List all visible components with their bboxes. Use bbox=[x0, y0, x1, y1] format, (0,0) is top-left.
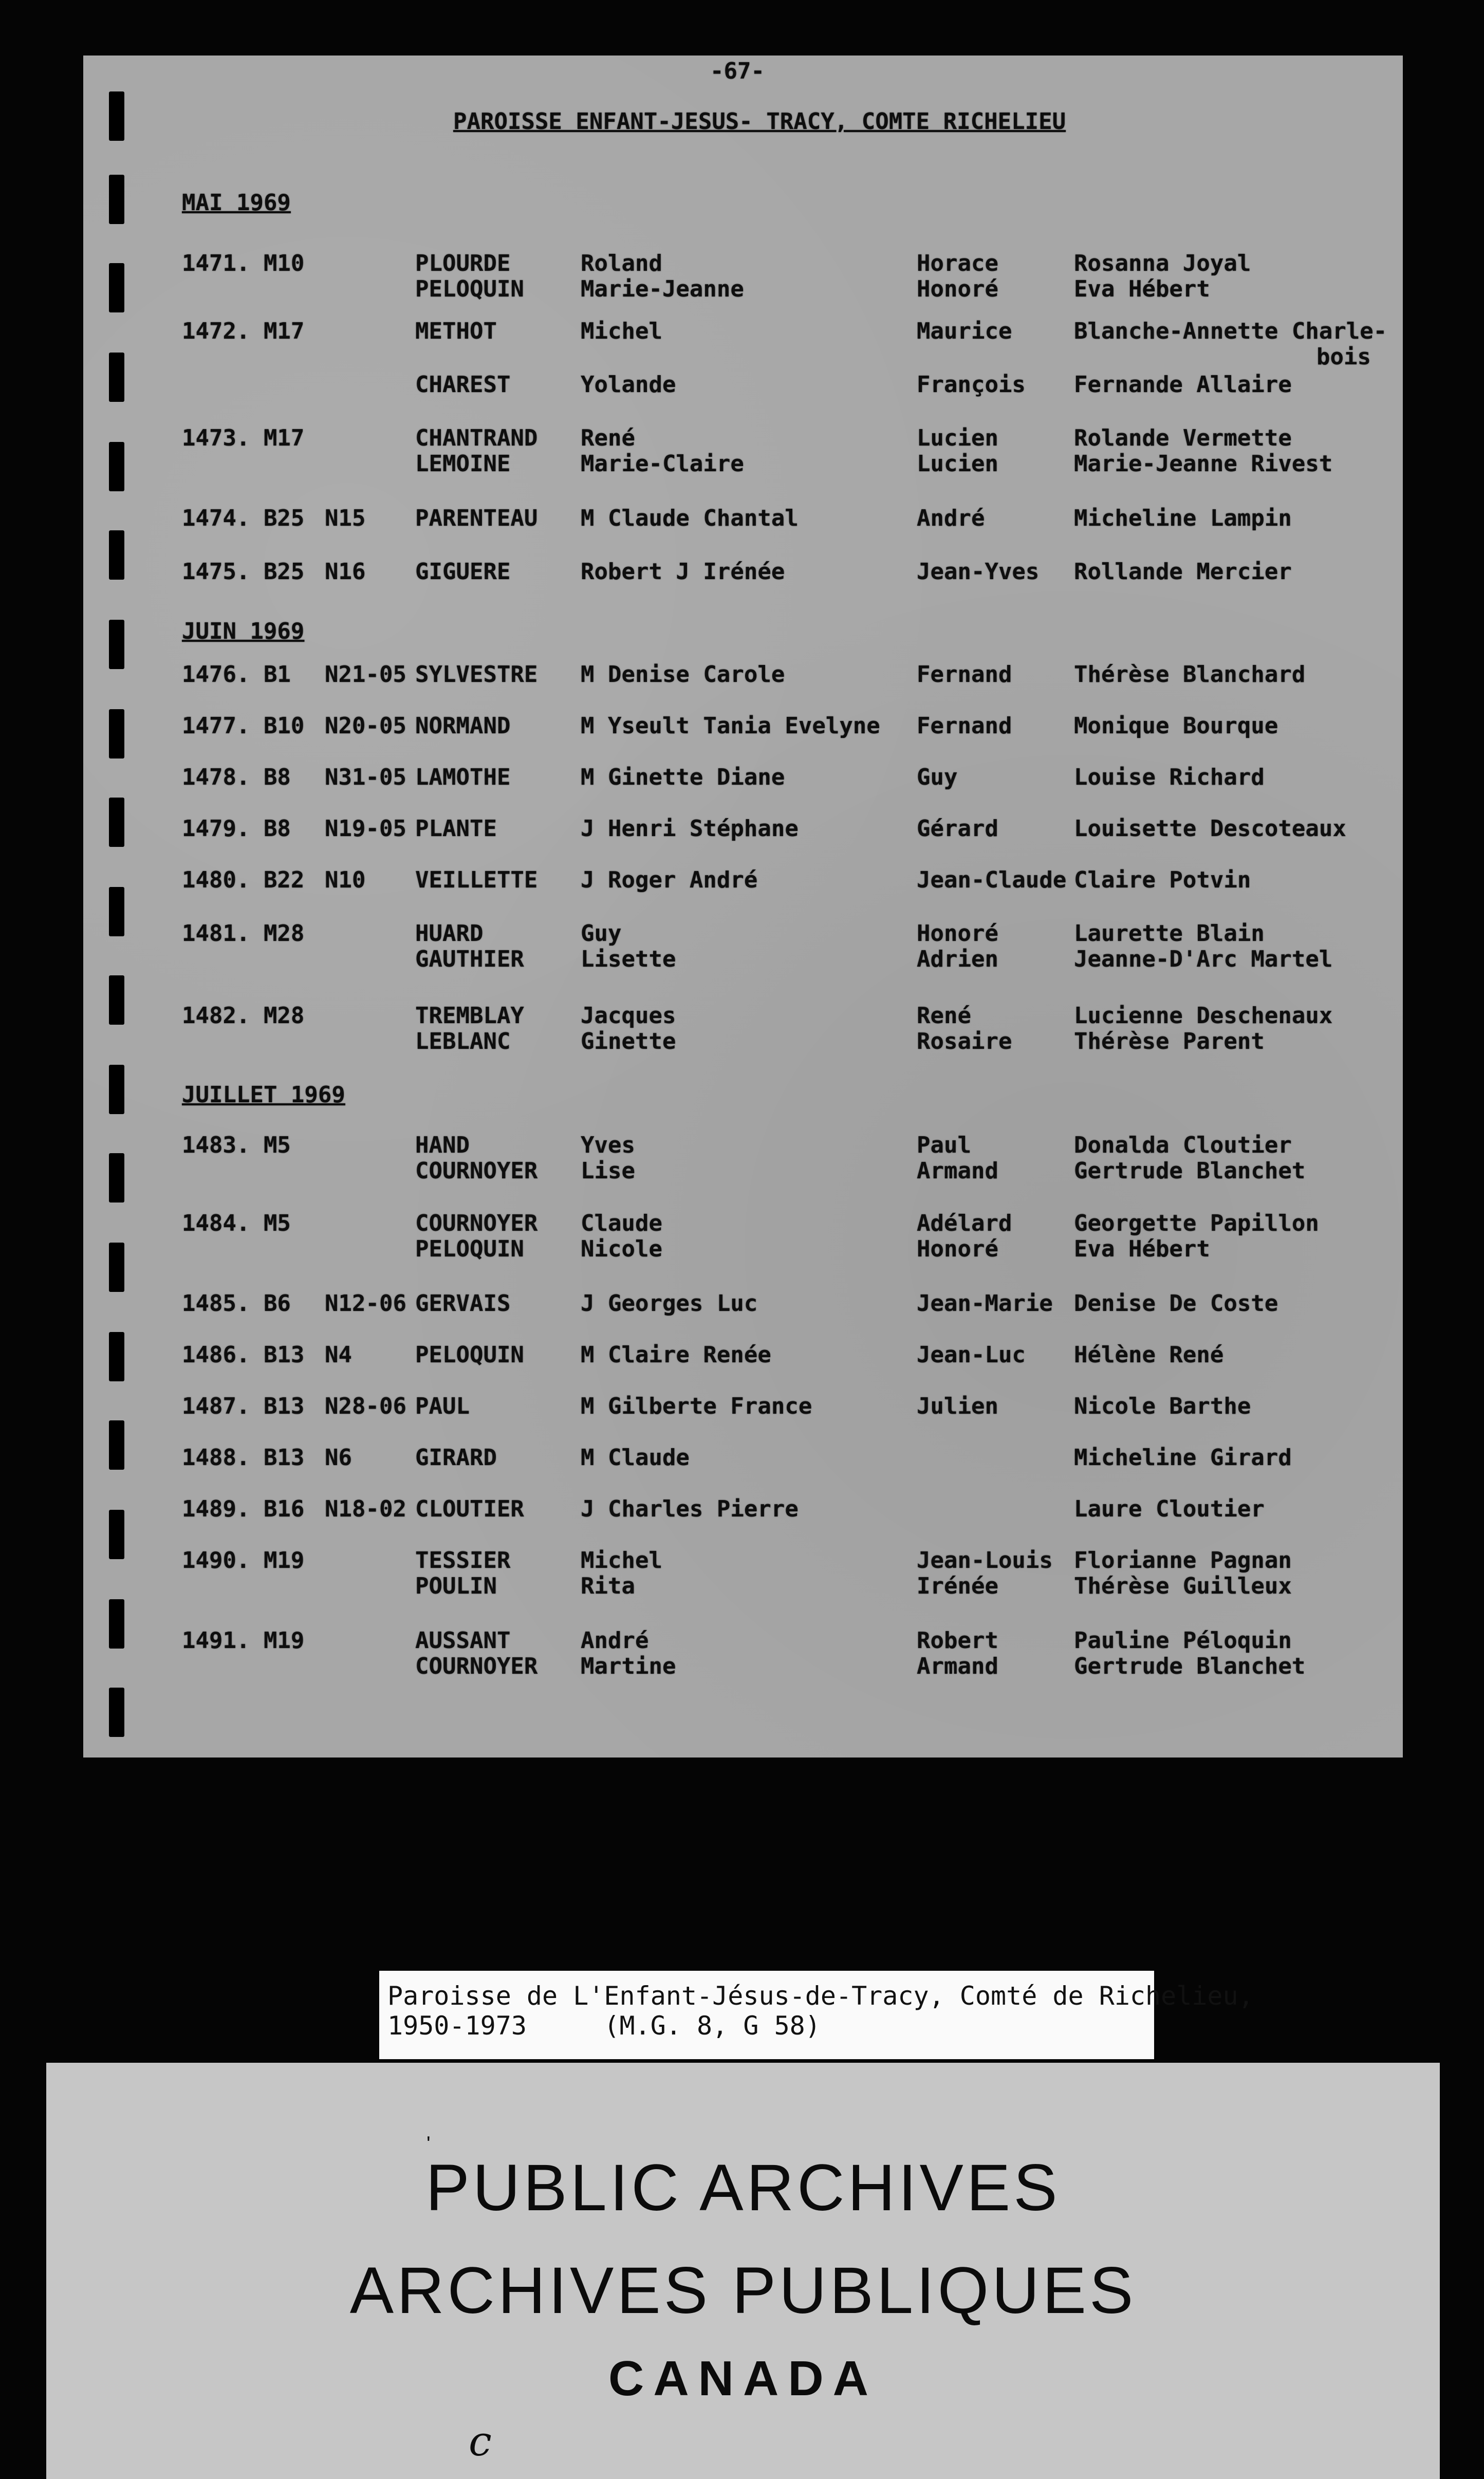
entry-mother: Thérèse Parent bbox=[1074, 1028, 1265, 1054]
entry-given-names: Rita bbox=[581, 1573, 635, 1599]
entry-mother: Florianne Pagnan bbox=[1074, 1547, 1292, 1574]
entry-given-names: Claude bbox=[581, 1210, 662, 1236]
entry-mother: Rosanna Joyal bbox=[1074, 250, 1251, 276]
punch-hole bbox=[109, 1153, 124, 1202]
entry-birth-note: N4 bbox=[325, 1342, 352, 1368]
entry-mother: Thérèse Guilleux bbox=[1074, 1573, 1292, 1599]
entry-birth-note: N16 bbox=[325, 559, 366, 585]
entry-number: 1489. B16 bbox=[182, 1496, 305, 1522]
caption-line-1: Paroisse de L'Enfant-Jésus-de-Tracy, Comté de Richelieu, bbox=[387, 1981, 1254, 2011]
entry-number: 1482. M28 bbox=[182, 1003, 305, 1029]
entry-given-names: M Ginette Diane bbox=[581, 764, 785, 790]
entry-surname: PELOQUIN bbox=[415, 1342, 524, 1368]
entry-given-names: Robert J Irénée bbox=[581, 559, 785, 585]
entry-number: 1476. B1 bbox=[182, 661, 291, 688]
punch-hole bbox=[109, 1243, 124, 1292]
entry-number: 1488. B13 bbox=[182, 1445, 305, 1471]
entry-father: Maurice bbox=[917, 318, 1012, 344]
caption-label bbox=[379, 1971, 1254, 2059]
punch-hole bbox=[109, 620, 124, 669]
punch-hole bbox=[109, 442, 124, 491]
entry-birth-note: N28-06 bbox=[325, 1393, 406, 1419]
entry-given-names: J Roger André bbox=[581, 867, 758, 893]
entry-mother: Gertrude Blanchet bbox=[1074, 1158, 1306, 1184]
entry-given-names: Martine bbox=[581, 1653, 676, 1679]
entry-father: Rosaire bbox=[917, 1028, 1012, 1054]
punch-hole bbox=[109, 798, 124, 847]
entry-surname: PAUL bbox=[415, 1393, 470, 1419]
entry-mother: Thérèse Blanchard bbox=[1074, 661, 1306, 688]
entry-surname: HUARD bbox=[415, 920, 484, 947]
entry-given-names: Marie-Claire bbox=[581, 451, 744, 477]
entry-surname: COURNOYER bbox=[415, 1158, 538, 1184]
entry-father: Robert bbox=[917, 1627, 998, 1654]
entry-number: 1474. B25 bbox=[182, 505, 305, 531]
entry-surname: HAND bbox=[415, 1132, 470, 1158]
entry-surname: COURNOYER bbox=[415, 1210, 538, 1236]
punch-hole bbox=[109, 1510, 124, 1559]
entry-father: Armand bbox=[917, 1653, 998, 1679]
entry-surname: TREMBLAY bbox=[415, 1003, 524, 1029]
entry-number: 1478. B8 bbox=[182, 764, 291, 790]
entry-father: Fernand bbox=[917, 661, 1012, 688]
entry-father: André bbox=[917, 505, 985, 531]
punch-hole bbox=[109, 709, 124, 758]
archives-title-english: PUBLIC ARCHIVES bbox=[425, 2151, 1061, 2225]
archives-card bbox=[46, 2063, 1440, 2479]
entry-father: Jean-Louis bbox=[917, 1547, 1053, 1574]
month-heading: MAI 1969 bbox=[182, 190, 291, 216]
entry-father: Julien bbox=[917, 1393, 998, 1419]
punch-hole bbox=[109, 530, 124, 580]
entry-birth-note: N31-05 bbox=[325, 764, 406, 790]
page-number: -67- bbox=[710, 58, 765, 84]
entry-given-names: M Denise Carole bbox=[581, 661, 785, 688]
entry-number: 1486. B13 bbox=[182, 1342, 305, 1368]
entry-mother: Denise De Coste bbox=[1074, 1290, 1278, 1317]
entry-mother: Micheline Lampin bbox=[1074, 505, 1292, 531]
entry-surname: COURNOYER bbox=[415, 1653, 538, 1679]
entry-given-names: Roland bbox=[581, 250, 662, 276]
entry-number: 1484. M5 bbox=[182, 1210, 291, 1236]
entry-surname: CLOUTIER bbox=[415, 1496, 524, 1522]
entry-given-names: Nicole bbox=[581, 1236, 662, 1262]
entry-number: 1485. B6 bbox=[182, 1290, 291, 1317]
entry-father: René bbox=[917, 1003, 971, 1029]
entry-father: Jean-Claude bbox=[917, 867, 1067, 893]
entry-surname: LEMOINE bbox=[415, 451, 511, 477]
entry-birth-note: N19-05 bbox=[325, 816, 406, 842]
entry-given-names: Lisette bbox=[581, 946, 676, 972]
punch-hole bbox=[109, 1420, 124, 1470]
entry-mother: Gertrude Blanchet bbox=[1074, 1653, 1306, 1679]
punch-hole bbox=[109, 263, 124, 312]
entry-father: Honoré bbox=[917, 276, 998, 302]
entry-mother: Monique Bourque bbox=[1074, 713, 1278, 739]
entry-given-names: René bbox=[581, 425, 635, 451]
entry-given-names: Ginette bbox=[581, 1028, 676, 1054]
entry-mother: Fernande Allaire bbox=[1074, 372, 1292, 398]
archives-title-french: ARCHIVES PUBLIQUES bbox=[349, 2254, 1137, 2327]
entry-number: 1490. M19 bbox=[182, 1547, 305, 1574]
entry-birth-note: N15 bbox=[325, 505, 366, 531]
punch-hole bbox=[109, 1688, 124, 1737]
entry-surname: METHOT bbox=[415, 318, 497, 344]
entry-father: Armand bbox=[917, 1158, 998, 1184]
entry-father: Lucien bbox=[917, 425, 998, 451]
entry-mother: Jeanne-D'Arc Martel bbox=[1074, 946, 1333, 972]
month-heading: JUIN 1969 bbox=[182, 618, 305, 644]
entry-number: 1475. B25 bbox=[182, 559, 305, 585]
entry-mother: Louise Richard bbox=[1074, 764, 1265, 790]
entry-mother: Blanche-Annette Charle- bbox=[1074, 318, 1387, 344]
entry-birth-note: N18-02 bbox=[325, 1496, 406, 1522]
entry-surname: GERVAIS bbox=[415, 1290, 511, 1317]
entry-mother: Nicole Barthe bbox=[1074, 1393, 1251, 1419]
punch-hole bbox=[109, 1065, 124, 1114]
entry-father: François bbox=[917, 372, 1026, 398]
entry-surname: POULIN bbox=[415, 1573, 497, 1599]
entry-number: 1472. M17 bbox=[182, 318, 305, 344]
punch-hole bbox=[109, 887, 124, 936]
entry-surname: TESSIER bbox=[415, 1547, 511, 1574]
punch-hole bbox=[109, 1599, 124, 1649]
entry-father: Jean-Yves bbox=[917, 559, 1040, 585]
punch-hole bbox=[109, 175, 124, 224]
entry-mother: Pauline Péloquin bbox=[1074, 1627, 1292, 1654]
entry-surname: SYLVESTRE bbox=[415, 661, 538, 688]
entry-father: Honoré bbox=[917, 1236, 998, 1262]
entry-number: 1477. B10 bbox=[182, 713, 305, 739]
microfilm-page bbox=[83, 55, 1403, 1757]
card-mark: ' bbox=[426, 2133, 431, 2155]
entry-number: 1487. B13 bbox=[182, 1393, 305, 1419]
entry-mother: Laurette Blain bbox=[1074, 920, 1265, 947]
entry-mother: Rolande Vermette bbox=[1074, 425, 1292, 451]
entry-given-names: Guy bbox=[581, 920, 622, 947]
caption-line-2: 1950-1973 (M.G. 8, G 58) bbox=[387, 2011, 821, 2041]
archives-country: CANADA bbox=[608, 2351, 878, 2406]
entry-number: 1479. B8 bbox=[182, 816, 291, 842]
entry-number: 1473. M17 bbox=[182, 425, 305, 451]
entry-mother: Marie-Jeanne Rivest bbox=[1074, 451, 1333, 477]
entry-surname: LAMOTHE bbox=[415, 764, 511, 790]
entry-given-names: Michel bbox=[581, 318, 662, 344]
entry-mother: Hélène René bbox=[1074, 1342, 1224, 1368]
entry-given-names: M Gilberte France bbox=[581, 1393, 812, 1419]
entry-number: 1480. B22 bbox=[182, 867, 305, 893]
entry-surname: AUSSANT bbox=[415, 1627, 511, 1654]
entry-mother: Claire Potvin bbox=[1074, 867, 1251, 893]
entry-given-names: M Yseult Tania Evelyne bbox=[581, 713, 880, 739]
punch-hole bbox=[109, 91, 124, 141]
punch-hole bbox=[109, 1332, 124, 1381]
entry-surname: GIGUERE bbox=[415, 559, 511, 585]
entry-given-names: J Charles Pierre bbox=[581, 1496, 799, 1522]
entry-mother: Rollande Mercier bbox=[1074, 559, 1292, 585]
entry-father: Paul bbox=[917, 1132, 971, 1158]
entry-number: 1483. M5 bbox=[182, 1132, 291, 1158]
entry-father: Lucien bbox=[917, 451, 998, 477]
entry-birth-note: N12-06 bbox=[325, 1290, 406, 1317]
entry-given-names: M Claire Renée bbox=[581, 1342, 771, 1368]
entry-birth-note: N10 bbox=[325, 867, 366, 893]
entry-mother: Laure Cloutier bbox=[1074, 1496, 1265, 1522]
entry-mother: Micheline Girard bbox=[1074, 1445, 1292, 1471]
entry-surname: PARENTEAU bbox=[415, 505, 538, 531]
entry-mother: Donalda Cloutier bbox=[1074, 1132, 1292, 1158]
entry-given-names: Jacques bbox=[581, 1003, 676, 1029]
entry-mother: Lucienne Deschenaux bbox=[1074, 1003, 1333, 1029]
entry-surname: PLOURDE bbox=[415, 250, 511, 276]
month-heading: JUILLET 1969 bbox=[182, 1082, 345, 1108]
entry-given-names: André bbox=[581, 1627, 649, 1654]
entry-birth-note: N21-05 bbox=[325, 661, 406, 688]
punch-hole bbox=[109, 975, 124, 1025]
handwritten-mark: c bbox=[469, 2417, 492, 2465]
punch-hole bbox=[109, 353, 124, 402]
entry-given-names: Michel bbox=[581, 1547, 662, 1574]
entry-father: Adrien bbox=[917, 946, 998, 972]
entry-given-names: Lise bbox=[581, 1158, 635, 1184]
entry-father: Gérard bbox=[917, 816, 998, 842]
entry-given-names: Marie-Jeanne bbox=[581, 276, 744, 302]
entry-given-names: Yolande bbox=[581, 372, 676, 398]
entry-surname: VEILLETTE bbox=[415, 867, 538, 893]
entry-birth-note: N6 bbox=[325, 1445, 352, 1471]
entry-given-names: Yves bbox=[581, 1132, 635, 1158]
entry-father: Irénée bbox=[917, 1573, 998, 1599]
entry-surname: GAUTHIER bbox=[415, 946, 524, 972]
entry-given-names: J Henri Stéphane bbox=[581, 816, 799, 842]
entry-father: Horace bbox=[917, 250, 998, 276]
entry-father: Jean-Luc bbox=[917, 1342, 1026, 1368]
entry-surname: CHANTRAND bbox=[415, 425, 538, 451]
entry-father: Adélard bbox=[917, 1210, 1012, 1236]
entry-surname: NORMAND bbox=[415, 713, 511, 739]
entry-number: 1481. M28 bbox=[182, 920, 305, 947]
entry-number: 1491. M19 bbox=[182, 1627, 305, 1654]
entry-surname: PELOQUIN bbox=[415, 276, 524, 302]
entry-surname: LEBLANC bbox=[415, 1028, 511, 1054]
entry-number: 1471. M10 bbox=[182, 250, 305, 276]
entry-father: Fernand bbox=[917, 713, 1012, 739]
entry-mother: Eva Hébert bbox=[1074, 276, 1210, 302]
entry-mother: Georgette Papillon bbox=[1074, 1210, 1319, 1236]
entry-given-names: M Claude bbox=[581, 1445, 690, 1471]
entry-surname: PLANTE bbox=[415, 816, 497, 842]
entry-mother: Eva Hébert bbox=[1074, 1236, 1210, 1262]
entry-father: Guy bbox=[917, 764, 958, 790]
entry-birth-note: N20-05 bbox=[325, 713, 406, 739]
entry-father: Jean-Marie bbox=[917, 1290, 1053, 1317]
entry-surname: PELOQUIN bbox=[415, 1236, 524, 1262]
entry-mother: Louisette Descoteaux bbox=[1074, 816, 1346, 842]
entry-father: Honoré bbox=[917, 920, 998, 947]
register-heading: PAROISSE ENFANT-JESUS- TRACY, COMTE RICHELIEU bbox=[453, 108, 1066, 135]
entry-surname: GIRARD bbox=[415, 1445, 497, 1471]
entry-mother: bois bbox=[1316, 344, 1371, 370]
entry-surname: CHAREST bbox=[415, 372, 511, 398]
entry-given-names: J Georges Luc bbox=[581, 1290, 758, 1317]
entry-given-names: M Claude Chantal bbox=[581, 505, 799, 531]
